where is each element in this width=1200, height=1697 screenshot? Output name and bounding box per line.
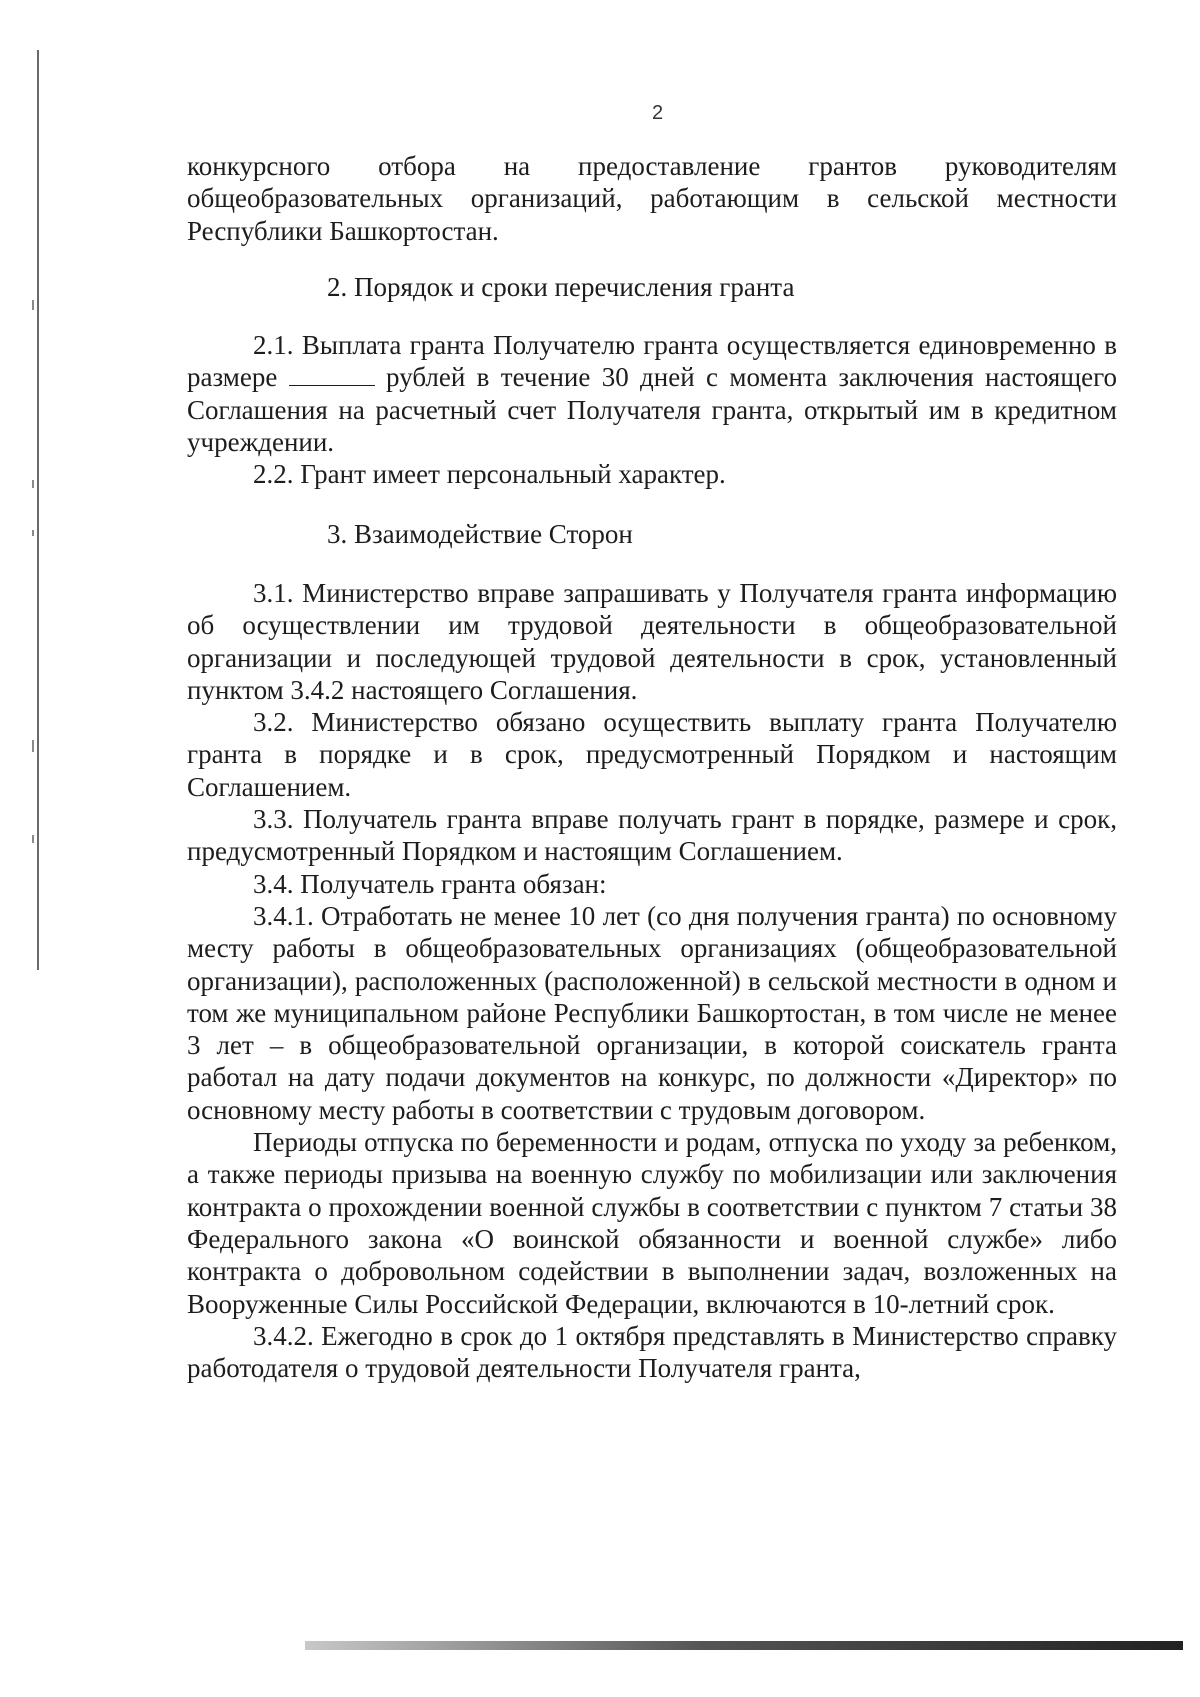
paragraph-3-3: 3.3. Получатель гранта вправе получать грант в порядке, размере и срок, предусмотренный Порядком и настоящим Соглашением. (187, 804, 1117, 867)
page-number: 2 (651, 102, 664, 124)
amount-blank-line (289, 365, 375, 386)
scan-mark (32, 740, 34, 752)
scan-bottom-edge (305, 1641, 1183, 1650)
paragraph-2-2: 2.2. Грант имеет персональный характер. (253, 459, 726, 490)
paragraph-3-4-1: 3.4.1. Отработать не менее 10 лет (со дня получения гранта) по основному месту работы в общеобразовательных организациях (общеобразовательной организации), расположенных (расположенной) в сельской местности в одном и том же муниципальном районе Республики Башкортостан, в том числе не менее 3 лет – в общеобразовательной организации, в которой соискатель гранта работал на дату подачи документов на конкурс, по должности «Директор» по основному месту работы в соответствии с трудовым договором. (187, 900, 1117, 1125)
paragraph-periods: Периоды отпуска по беременности и родам, отпуска по уходу за ребенком, а также периоды призыва на военную службу по мобилизации или заключения контракта о прохождении военной службы в соответствии с пунктом 7 статьи 38 Федерального закона «О воинской обязанности и военной службе» либо контракта о добровольном содействии в выполнении задач, возложенных на Вооруженные Силы Российской Федерации, включаются в 10-летний срок. (187, 1127, 1117, 1319)
section-2-heading: 2. Порядок и сроки перечисления гранта (327, 271, 795, 302)
scan-left-edge (37, 50, 39, 970)
scan-mark (32, 530, 34, 536)
paragraph-3-4-2: 3.4.2. Ежегодно в срок до 1 октября представлять в Министерство справку работодателя о трудовой деятельности Получателя гранта, (187, 1320, 1117, 1384)
paragraph-2-1 (187, 329, 1117, 458)
paragraph-3-2: 3.2. Министерство обязано осуществить выплату гранта Получателю гранта в порядке и в срок, предусмотренный Порядком и настоящим Соглашением. (187, 707, 1117, 802)
scan-mark (32, 480, 34, 488)
paragraph-3-4: 3.4. Получатель гранта обязан: (253, 868, 607, 899)
intro-fragment: конкурсного отбора на предоставление грантов руководителям общеобразовательных организаций, работающим в сельской местности Республики Башкортостан. (187, 151, 1117, 246)
paragraph-3-1: 3.1. Министерство вправе запрашивать у Получателя гранта информацию об осуществлении им трудовой деятельности в общеобразовательной организации и последующей трудовой деятельности в срок, установленный пунктом 3.4.2 настоящего Соглашения. (187, 577, 1117, 705)
scan-mark (32, 300, 34, 310)
section-3-heading: 3. Взаимодействие Сторон (327, 518, 633, 549)
paragraph-2-1-start: 2.1. Выплата гранта Получателю гранта осуществляется единовременно в размере (187, 330, 1117, 393)
paragraph-2-1-end: рублей в течение 30 дней с момента заключения настоящего Соглашения на расчетный счет Получателя гранта, открытый им в кредитном учреждении. (187, 362, 1117, 458)
scan-mark (32, 835, 34, 843)
document-body (187, 150, 1117, 1384)
